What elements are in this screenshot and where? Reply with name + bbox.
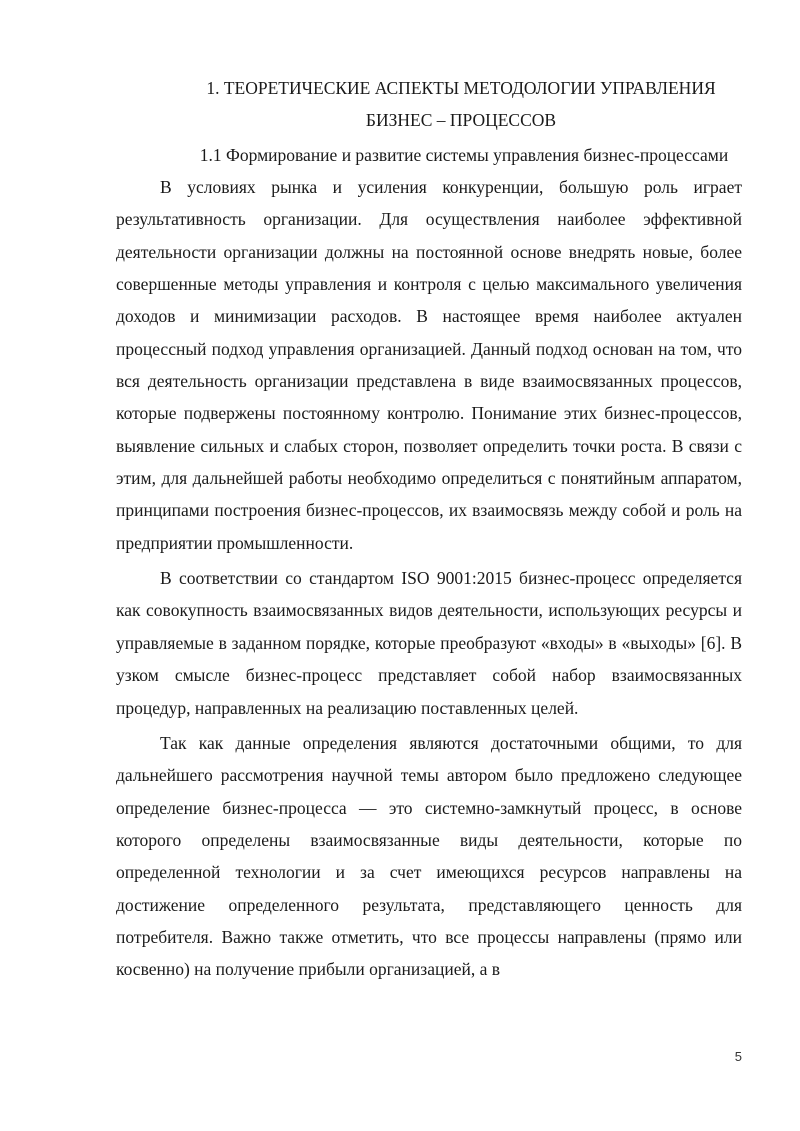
paragraph-1: В условиях рынка и усиления конкуренции, большую роль играет результативность организации. Для осуществления наиболее эффективной деятельности организации должны на постоянной основе внедрять новые, более совершенные методы управления и контроля с целью максимального увеличения доходов и минимизации расходов. В настоящее время наиболее актуален процессный подход управления организацией. Данный подход основан на том, что вся деятельность организации представлена в виде взаимосвязанных процессов, которые подвержены постоянному контролю. Понимание этих бизнес-процессов, выявление сильных и слабых сторон, позволяет определить точки роста. В связи с этим, для дальнейшей работы необходимо определиться с понятийным аппаратом, принципами построения бизнес-процессов, их взаимосвязь между собой и роль на предприятии промышленности. [116, 177, 742, 553]
page-number: 5 [734, 1049, 742, 1064]
document-page [116, 0, 742, 1131]
section-title: 1.1 Формирование и развитие системы управления бизнес-процессами [199, 145, 729, 165]
chapter-title-line-1: 1. ТЕОРЕТИЧЕСКИЕ АСПЕКТЫ МЕТОДОЛОГИИ УПРАВЛЕНИЯ [206, 78, 716, 98]
paragraph-3: Так как данные определения являются достаточными общими, то для дальнейшего рассмотрения научной темы автором было предложено следующее определение бизнес-процесса — это системно-замкнутый процесс, в основе которого определены взаимосвязанные виды деятельности, которые по определенной технологии и за счет имеющихся ресурсов направлены на достижение определенного результата, представляющего ценность для потребителя. Важно также отметить, что все процессы направлены (прямо или косвенно) на получение прибыли организацией, а в [116, 732, 742, 980]
body-text [116, 171, 742, 986]
chapter-title-line-2: БИЗНЕС – ПРОЦЕССОВ [365, 110, 557, 130]
paragraph-2: В соответствии со стандартом ISO 9001:2015 бизнес-процесс определяется как совокупность взаимосвязанных видов деятельности, использующих ресурсы и управляемые в заданном порядке, которые преобразуют «входы» в «выходы» [6]. В узком смысле бизнес-процесс представляет собой набор взаимосвязанных процедур, направленных на реализацию поставленных целей. [116, 568, 742, 718]
